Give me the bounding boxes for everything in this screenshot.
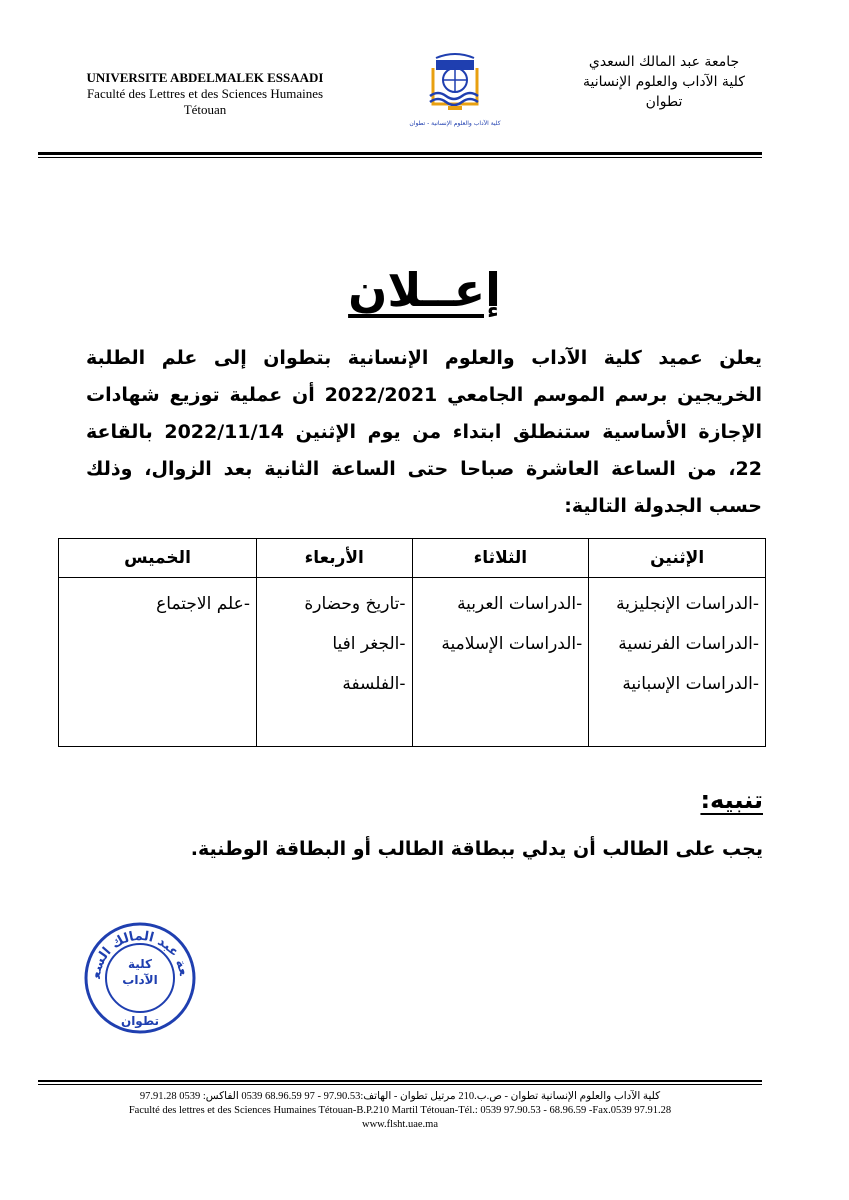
announcement-body: يعلن عميد كلية الآداب والعلوم الإنسانية بتطوان إلى علم الطلبة الخريجين برسم الموسم الجامعي 2022/2021 أن عملية توزيع شهادات الإجازة الأساسية ستنطلق ابتداء من يوم الإثنين 2022/11/14 بالقاعة 22، من الساعة العاشرة صباحا حتى الساعة الثانية بعد الزوال، وذلك حسب الجدولة التالية: xyxy=(86,347,762,517)
faculty-name-ar: كلية الآداب والعلوم الإنسانية xyxy=(583,74,745,90)
stamp-line1: كلية xyxy=(127,957,153,971)
day-monday: الإثنين xyxy=(589,539,766,578)
note-title: تنبيه: xyxy=(700,786,763,814)
footer-rule-thick xyxy=(38,1080,762,1082)
header-rule-thin xyxy=(38,157,762,158)
schedule-header-row xyxy=(59,539,766,578)
faculty-name-fr: Faculté des Lettres et des Sciences Humaines xyxy=(86,86,324,101)
monday-cell xyxy=(589,578,766,747)
list-item: -الدراسات الإسبانية xyxy=(622,674,759,694)
stamp-line3: تطوان xyxy=(120,1014,160,1028)
header-rule-thick xyxy=(38,152,762,155)
day-wednesday: الأربعاء xyxy=(256,539,412,578)
logo-caption: كلية الآداب والعلوم الإنسانية - تطوان xyxy=(409,120,501,127)
footer-arabic: كلية الآداب والعلوم الإنسانية تطوان - ص.ب.210 مرتيل تطوان - الهاتف:97.90.53 - 97 68.96.59 0539 الفاكس: 0539 97.91.28 xyxy=(139,1091,661,1102)
thursday-cell xyxy=(59,578,257,747)
list-item: -الدراسات الإنجليزية xyxy=(616,594,759,614)
list-item: -علم الاجتماع xyxy=(156,594,250,614)
list-item: -الفلسفة xyxy=(342,674,406,694)
city-name-fr: Tétouan xyxy=(183,102,227,117)
wednesday-cell xyxy=(256,578,412,747)
city-name-ar: تطوان xyxy=(645,94,683,110)
footer-french: Faculté des lettres et des Sciences Humaines Tétouan-B.P.210 Martil Tétouan-Tél.: 0539 97.90.53 - 68.96.59 -Fax.0539 97.91.28 xyxy=(128,1105,672,1116)
announcement-title: إعــلان xyxy=(348,263,501,317)
day-thursday: الخميس xyxy=(59,539,257,578)
schedule-body-row xyxy=(59,578,766,747)
list-item: -الدراسات الفرنسية xyxy=(618,634,759,654)
footer-rule-thin xyxy=(38,1084,762,1085)
tuesday-cell xyxy=(412,578,589,747)
list-item: -الدراسات العربية xyxy=(457,594,583,614)
stamp-ring-text: عة عبد المالك السع xyxy=(88,928,191,980)
list-item: -تاريخ وحضارة xyxy=(304,594,406,614)
list-item: -الدراسات الإسلامية xyxy=(441,634,583,654)
university-name-ar: جامعة عبد المالك السعدي xyxy=(588,54,740,70)
header-arabic xyxy=(559,52,769,112)
list-item: -الجغر افيا xyxy=(332,634,406,654)
header-french xyxy=(40,70,370,118)
faculty-stamp xyxy=(80,918,200,1036)
note-text: يجب على الطالب أن يدلي ببطاقة الطالب أو البطاقة الوطنية. xyxy=(190,838,763,860)
stamp-line2: الآداب xyxy=(122,973,158,987)
university-name-fr: UNIVERSITE ABDELMALEK ESSAADI xyxy=(86,70,324,85)
day-tuesday: الثلاثاء xyxy=(412,539,589,578)
schedule-table xyxy=(58,538,766,747)
faculty-logo xyxy=(406,52,504,130)
footer-website: www.flsht.uae.ma xyxy=(361,1119,438,1130)
